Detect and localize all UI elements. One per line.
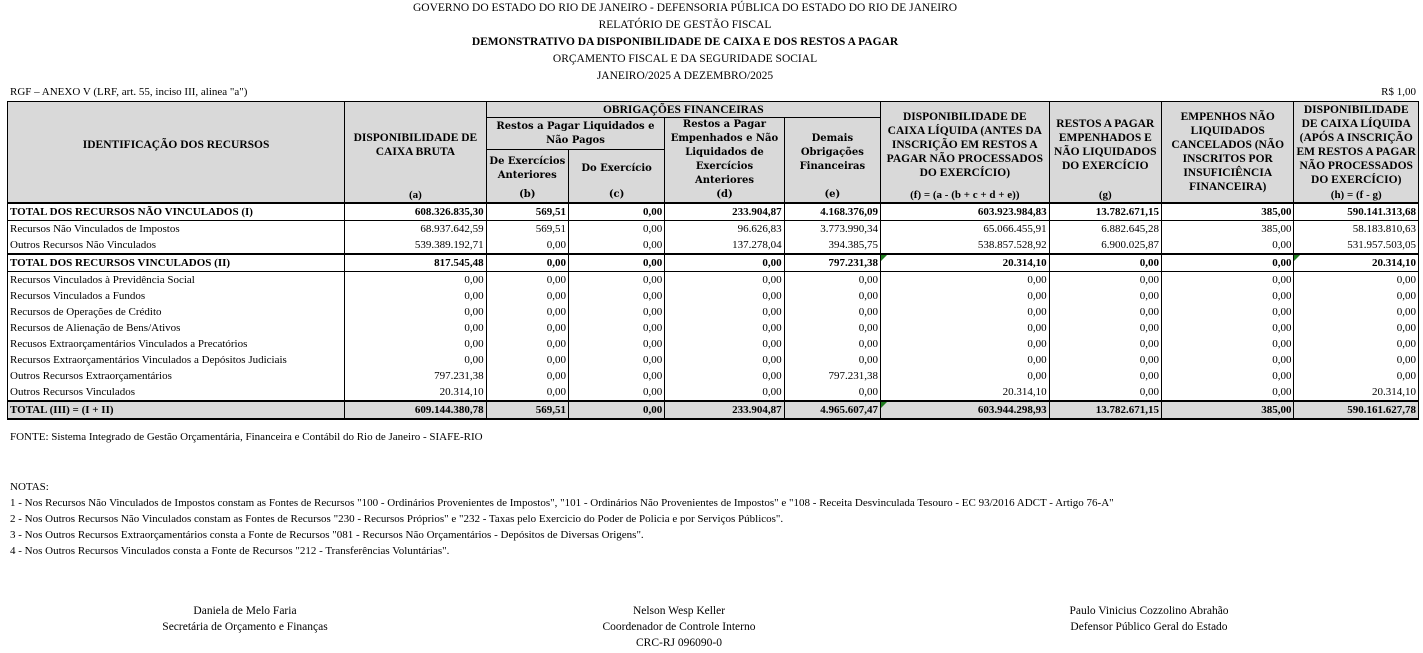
cell-h: 590.141.313,68 <box>1294 203 1419 221</box>
note-item: 1 - Nos Recursos Não Vinculados de Impostos constam as Fontes de Recursos "100 - Ordinários Provenientes de Impostos", "101 - Ordinários Não Provenientes de Impostos" e "108 - Receita Desvinculada Tesouro - EC 93/2016 ADCT - Artigo 76-A" <box>10 497 1114 509</box>
cell-c: 0,00 <box>568 352 664 368</box>
cell-d: 0,00 <box>665 272 784 289</box>
cell-g: 13.782.671,15 <box>1049 401 1161 419</box>
col-header-empenhos-cancelados: EMPENHOS NÃO LIQUIDADOS CANCELADOS (NÃO INSCRITOS POR INSUFICIÊNCIA FINANCEIRA) <box>1162 102 1294 204</box>
cell-h: 0,00 <box>1294 304 1419 320</box>
cell-b: 0,00 <box>486 237 568 254</box>
col-header-identificacao: IDENTIFICAÇÃO DOS RECURSOS <box>8 102 345 189</box>
table-row <box>8 221 1419 238</box>
cell-b: 0,00 <box>486 320 568 336</box>
note-item: 3 - Nos Outros Recursos Extraorçamentários consta a Fonte de Recursos "081 - Recursos Não Orçamentários - Depósitos de Diversas Origens". <box>10 529 644 541</box>
cell-b: 0,00 <box>486 272 568 289</box>
cell-f: 0,00 <box>881 336 1050 352</box>
table-row <box>8 336 1419 352</box>
col-header-rp-exercicio: RESTOS A PAGAR EMPENHADOS E NÃO LIQUIDADOS DO EXERCÍCIO <box>1049 102 1161 189</box>
cell-cancel: 0,00 <box>1162 384 1294 401</box>
row-label: TOTAL (III) = (I + II) <box>8 401 345 419</box>
signature-block <box>130 603 360 635</box>
cell-f: 0,00 <box>881 272 1050 289</box>
cell-h: 0,00 <box>1294 272 1419 289</box>
cell-cancel: 0,00 <box>1162 237 1294 254</box>
col-letter-g: (g) <box>1049 188 1161 203</box>
cell-g: 0,00 <box>1049 352 1161 368</box>
cell-e: 0,00 <box>784 336 880 352</box>
row-label: Recursos de Alienação de Bens/Ativos <box>8 320 345 336</box>
cell-e: 4.965.607,47 <box>784 401 880 419</box>
cell-a: 608.326.835,30 <box>345 203 486 221</box>
cell-b: 569,51 <box>486 221 568 238</box>
cell-c: 0,00 <box>568 203 664 221</box>
cell-b: 569,51 <box>486 401 568 419</box>
note-item: 2 - Nos Outros Recursos Não Vinculados constam as Fontes de Recursos "230 - Recursos Próprios" e "232 - Taxas pelo Exercicio do Poder de Policia e por Serviços Públicos". <box>10 513 784 525</box>
cell-f: 65.066.455,91 <box>881 221 1050 238</box>
cell-g: 13.782.671,15 <box>1049 203 1161 221</box>
report-header <box>0 0 1370 85</box>
cell-b: 0,00 <box>486 384 568 401</box>
cell-a: 539.389.192,71 <box>345 237 486 254</box>
col-header-demais-obrigacoes: Demais Obrigações Financeiras <box>784 118 880 189</box>
report-title: DEMONSTRATIVO DA DISPONIBILIDADE DE CAIXA E DOS RESTOS A PAGAR <box>471 36 899 48</box>
cell-a: 797.231,38 <box>345 368 486 384</box>
signatory-role: Secretária de Orçamento e Finanças <box>162 621 328 633</box>
table-body <box>8 203 1419 419</box>
cell-f: 0,00 <box>881 320 1050 336</box>
cell-d: 0,00 <box>665 352 784 368</box>
col-header-do-exercicio: Do Exercício <box>568 150 664 188</box>
row-label: Recursos Extraorçamentários Vinculados a Depósitos Judiciais <box>8 352 345 368</box>
cell-a: 609.144.380,78 <box>345 401 486 419</box>
signature-block <box>1029 603 1269 635</box>
cell-d: 0,00 <box>665 320 784 336</box>
cell-b: 0,00 <box>486 368 568 384</box>
report-scope: ORÇAMENTO FISCAL E DA SEGURIDADE SOCIAL <box>552 53 818 65</box>
cell-cancel: 0,00 <box>1162 320 1294 336</box>
col-letter-f: (f) = (a - (b + c + d + e)) <box>881 188 1050 203</box>
cell-c: 0,00 <box>568 272 664 289</box>
cell-h: 590.161.627,78 <box>1294 401 1419 419</box>
col-letter-h: (h) = (f - g) <box>1294 188 1419 203</box>
cell-h: 531.957.503,05 <box>1294 237 1419 254</box>
cell-f: 20.314,10 <box>881 254 1050 272</box>
notes-title: NOTAS: <box>10 481 49 493</box>
col-letter-e: (e) <box>784 188 880 203</box>
annex-label: RGF – ANEXO V (LRF, art. 55, inciso III, alinea "a") <box>10 86 248 98</box>
signatory-role: Coordenador de Controle Interno <box>602 621 756 633</box>
table-row <box>8 368 1419 384</box>
signatory-name: Daniela de Melo Faria <box>193 605 297 617</box>
cell-c: 0,00 <box>568 401 664 419</box>
cell-a: 0,00 <box>345 336 486 352</box>
signatory-name: Nelson Wesp Keller <box>632 605 726 617</box>
source-note: FONTE: Sistema Integrado de Gestão Orçamentária, Financeira e Contábil do Rio de Janeiro - SIAFE-RIO <box>10 431 483 443</box>
table-row <box>8 272 1419 289</box>
row-label: Outros Recursos Não Vinculados <box>8 237 345 254</box>
table-row <box>8 384 1419 401</box>
row-label: Recursos Vinculados à Previdência Social <box>8 272 345 289</box>
notes-section <box>10 479 1114 559</box>
cell-h: 0,00 <box>1294 352 1419 368</box>
cell-c: 0,00 <box>568 336 664 352</box>
cell-d: 0,00 <box>665 384 784 401</box>
cell-h: 20.314,10 <box>1294 384 1419 401</box>
cell-h: 0,00 <box>1294 368 1419 384</box>
cell-e: 3.773.990,34 <box>784 221 880 238</box>
row-label: Recursos Não Vinculados de Impostos <box>8 221 345 238</box>
table-row <box>8 304 1419 320</box>
cell-e: 797.231,38 <box>784 368 880 384</box>
cell-f: 603.944.298,93 <box>881 401 1050 419</box>
report-period: JANEIRO/2025 A DEZEMBRO/2025 <box>596 70 774 82</box>
cell-a: 0,00 <box>345 288 486 304</box>
cell-cancel: 0,00 <box>1162 304 1294 320</box>
cell-g: 0,00 <box>1049 288 1161 304</box>
cell-c: 0,00 <box>568 237 664 254</box>
cell-h: 0,00 <box>1294 288 1419 304</box>
cell-g: 6.882.645,28 <box>1049 221 1161 238</box>
cell-g: 0,00 <box>1049 336 1161 352</box>
cell-c: 0,00 <box>568 221 664 238</box>
row-label: Recursos de Operações de Crédito <box>8 304 345 320</box>
cell-d: 233.904,87 <box>665 401 784 419</box>
note-item: 4 - Nos Outros Recursos Vinculados consta a Fonte de Recursos "212 - Transferências Voluntárias". <box>10 545 450 557</box>
cell-d: 137.278,04 <box>665 237 784 254</box>
cell-a: 0,00 <box>345 304 486 320</box>
cell-e: 0,00 <box>784 384 880 401</box>
row-label: TOTAL DOS RECURSOS NÃO VINCULADOS (I) <box>8 203 345 221</box>
cell-e: 4.168.376,09 <box>784 203 880 221</box>
col-letter-a: (a) <box>345 188 486 203</box>
cell-g: 6.900.025,87 <box>1049 237 1161 254</box>
table-row <box>8 320 1419 336</box>
col-header-obrigacoes: OBRIGAÇÕES FINANCEIRAS <box>486 102 880 118</box>
col-header-disp-bruta: DISPONIBILIDADE DE CAIXA BRUTA <box>345 102 486 189</box>
cell-a: 20.314,10 <box>345 384 486 401</box>
signatory-name: Paulo Vinicius Cozzolino Abrahão <box>1069 605 1229 617</box>
cell-h: 0,00 <box>1294 320 1419 336</box>
cell-a: 0,00 <box>345 352 486 368</box>
cell-f: 0,00 <box>881 304 1050 320</box>
cell-c: 0,00 <box>568 288 664 304</box>
cell-cancel: 0,00 <box>1162 272 1294 289</box>
cell-a: 0,00 <box>345 272 486 289</box>
cell-cancel: 385,00 <box>1162 401 1294 419</box>
signatory-registration: CRC-RJ 096090-0 <box>636 637 722 649</box>
cell-cancel: 385,00 <box>1162 221 1294 238</box>
cell-c: 0,00 <box>568 254 664 272</box>
col-header-exercicios-anteriores: De Exercícios Anteriores <box>486 150 568 188</box>
col-letter-d: (d) <box>665 188 784 203</box>
col-letter-b: (b) <box>486 188 568 203</box>
table-row <box>8 352 1419 368</box>
cell-d: 233.904,87 <box>665 203 784 221</box>
cell-d: 0,00 <box>665 336 784 352</box>
table-row <box>8 237 1419 254</box>
cell-h: 20.314,10 <box>1294 254 1419 272</box>
cell-a: 68.937.642,59 <box>345 221 486 238</box>
cell-b: 569,51 <box>486 203 568 221</box>
signature-block <box>564 603 794 651</box>
cell-f: 538.857.528,92 <box>881 237 1050 254</box>
unit-label: R$ 1,00 <box>1381 86 1416 98</box>
cell-e: 0,00 <box>784 352 880 368</box>
table-row <box>8 288 1419 304</box>
col-letter-blank <box>8 188 345 203</box>
col-header-disp-liquida-antes: DISPONIBILIDADE DE CAIXA LÍQUIDA (ANTES DA INSCRIÇÃO EM RESTOS A PAGAR NÃO PROCESSADOS DO EXERCÍCIO) <box>881 102 1050 189</box>
cell-cancel: 385,00 <box>1162 203 1294 221</box>
cell-e: 0,00 <box>784 288 880 304</box>
cell-h: 58.183.810,63 <box>1294 221 1419 238</box>
report-type: RELATÓRIO DE GESTÃO FISCAL <box>598 19 772 31</box>
cell-d: 0,00 <box>665 254 784 272</box>
cell-b: 0,00 <box>486 304 568 320</box>
table-total-row <box>8 401 1419 419</box>
report-org-title: GOVERNO DO ESTADO DO RIO DE JANEIRO - DEFENSORIA PÚBLICA DO ESTADO DO RIO DE JANEIRO <box>412 2 958 14</box>
cell-c: 0,00 <box>568 304 664 320</box>
cell-c: 0,00 <box>568 384 664 401</box>
cell-g: 0,00 <box>1049 254 1161 272</box>
table-total-row <box>8 203 1419 221</box>
cell-g: 0,00 <box>1049 304 1161 320</box>
col-header-disp-liquida-apos: DISPONIBILIDADE DE CAIXA LÍQUIDA (APÓS A INSCRIÇÃO EM RESTOS A PAGAR NÃO PROCESSADOS DO EXERCÍCIO) <box>1294 102 1419 189</box>
cell-e: 0,00 <box>784 320 880 336</box>
cell-c: 0,00 <box>568 320 664 336</box>
col-letter-c: (c) <box>568 188 664 203</box>
cell-f: 603.923.984,83 <box>881 203 1050 221</box>
cell-b: 0,00 <box>486 288 568 304</box>
cell-g: 0,00 <box>1049 320 1161 336</box>
cell-b: 0,00 <box>486 352 568 368</box>
table-total-row <box>8 254 1419 272</box>
cell-g: 0,00 <box>1049 368 1161 384</box>
cell-d: 0,00 <box>665 304 784 320</box>
row-label: Outros Recursos Extraorçamentários <box>8 368 345 384</box>
cell-cancel: 0,00 <box>1162 254 1294 272</box>
cash-availability-table <box>7 101 1419 420</box>
row-label: Outros Recursos Vinculados <box>8 384 345 401</box>
cell-e: 797.231,38 <box>784 254 880 272</box>
cell-g: 0,00 <box>1049 384 1161 401</box>
cell-g: 0,00 <box>1049 272 1161 289</box>
cell-f: 0,00 <box>881 368 1050 384</box>
cell-d: 0,00 <box>665 368 784 384</box>
cell-f: 20.314,10 <box>881 384 1050 401</box>
cell-b: 0,00 <box>486 254 568 272</box>
cell-f: 0,00 <box>881 352 1050 368</box>
row-label: TOTAL DOS RECURSOS VINCULADOS (II) <box>8 254 345 272</box>
cell-e: 0,00 <box>784 272 880 289</box>
signatory-role: Defensor Público Geral do Estado <box>1070 621 1228 633</box>
cell-cancel: 0,00 <box>1162 368 1294 384</box>
cell-cancel: 0,00 <box>1162 352 1294 368</box>
cell-f: 0,00 <box>881 288 1050 304</box>
cell-d: 96.626,83 <box>665 221 784 238</box>
cell-cancel: 0,00 <box>1162 288 1294 304</box>
cell-d: 0,00 <box>665 288 784 304</box>
col-header-rp-liquidados: Restos a Pagar Liquidados e Não Pagos <box>486 118 665 150</box>
cell-c: 0,00 <box>568 368 664 384</box>
row-label: Recursos Vinculados a Fundos <box>8 288 345 304</box>
cell-e: 394.385,75 <box>784 237 880 254</box>
cell-a: 817.545,48 <box>345 254 486 272</box>
cell-cancel: 0,00 <box>1162 336 1294 352</box>
cell-a: 0,00 <box>345 320 486 336</box>
cell-b: 0,00 <box>486 336 568 352</box>
row-label: Recusos Extraorçamentários Vinculados a Precatórios <box>8 336 345 352</box>
col-header-rp-empenhados: Restos a Pagar Empenhados e Não Liquidados de Exercícios Anteriores <box>665 118 784 189</box>
cell-e: 0,00 <box>784 304 880 320</box>
cell-h: 0,00 <box>1294 336 1419 352</box>
